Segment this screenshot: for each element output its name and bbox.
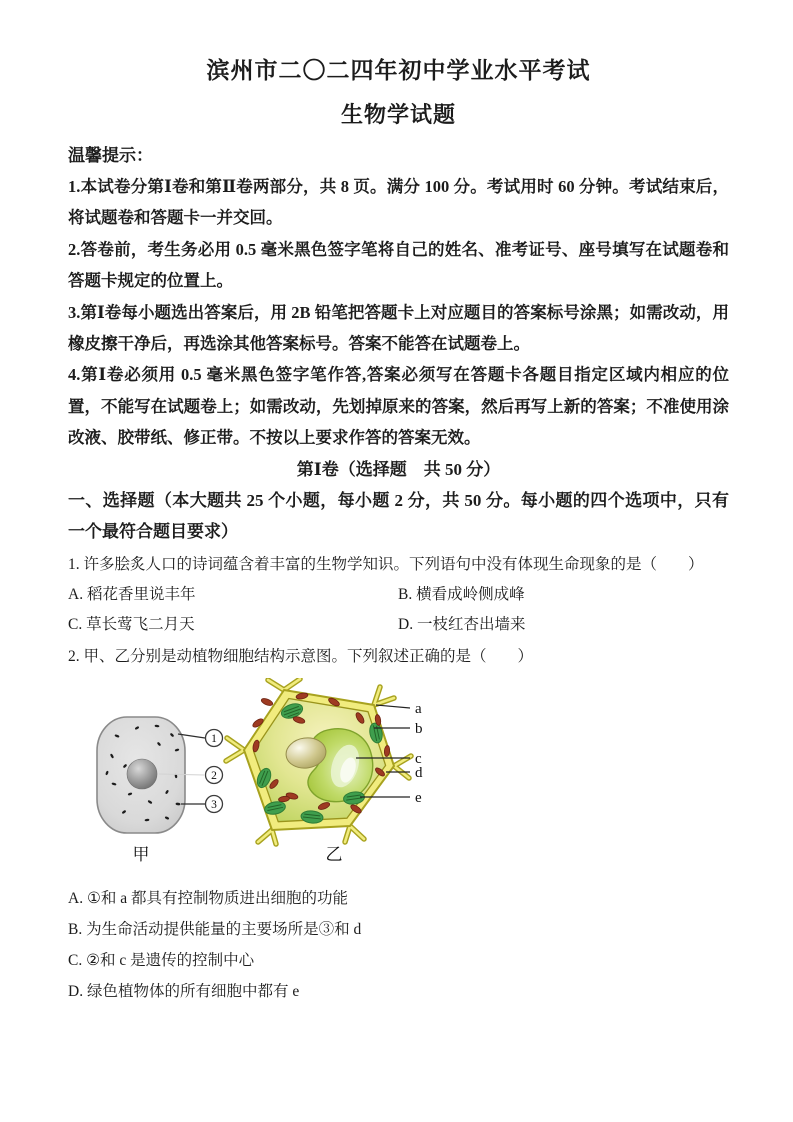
svg-text:1: 1 [211,732,217,745]
question-1-stem: 1. 许多脍炙人口的诗词蕴含着丰富的生物学知识。下列语句中没有体现生命现象的是（ ） [68,555,704,573]
notice-item-3: 3.第Ⅰ卷每小题选出答案后，用 2B 铅笔把答题卡上对应题目的答案标号涂黑；如需改动，用橡皮擦干净后，再选涂其他答案标号。答案不能答在试题卷上。 [68,302,729,354]
circled-label-2 [206,766,223,783]
page-title: 滨州市二〇二四年初中学业水平考试 [206,58,591,83]
q2-option-d: D. 绿色植物体的所有细胞中都有 e [68,982,300,1000]
plant-label-b: b [415,720,423,737]
plant-label-e: e [415,789,422,806]
cell-diagram [62,678,462,873]
plant-label-c: c [415,750,422,767]
circled-label-3 [206,795,223,812]
q1-option-b: B. 横看成岭侧成峰 [398,585,525,603]
q2-option-b: B. 为生命活动提供能量的主要场所是③和 d [68,920,362,938]
notice-item-1: 1.本试卷分第Ⅰ卷和第Ⅱ卷两部分，共 8 页。满分 100 分。考试用时 60 分钟。考试结束后，将试题卷和答题卡一并交回。 [68,177,729,228]
page-subtitle: 生物学试题 [340,102,456,127]
animal-cell-caption: 甲 [132,844,150,864]
q2-option-a: A. ①和 a 都具有控制物质进出细胞的功能 [68,889,348,907]
notice-heading: 温馨提示： [68,146,153,165]
q1-option-c: C. 草长莺飞二月天 [68,615,195,633]
question-2-options [68,883,729,1007]
question-1-options [68,580,729,640]
q2-option-c: C. ②和 c 是遗传的控制中心 [68,951,255,969]
plant-label-a: a [415,700,422,717]
svg-text:2: 2 [211,769,217,782]
circled-label-1 [206,729,223,746]
section-intro: 一、选择题（本大题共 25 个小题，每小题 2 分，共 50 分。每小题的四个选项中，只有一个最符合题目要求） [68,491,729,542]
svg-text:3: 3 [211,798,217,811]
q1-option-a: A. 稻花香里说丰年 [68,585,196,603]
question-2-stem: 2. 甲、乙分别是动植物细胞结构示意图。下列叙述正确的是（ ） [68,647,534,665]
plant-cell [226,679,423,864]
section-title: 第Ⅰ卷（选择题 共 50 分） [296,459,501,479]
animal-nucleus [127,759,157,789]
q1-option-d: D. 一枝红杏出墙来 [398,615,526,633]
animal-cell [97,717,223,864]
notice-item-2: 2.答卷前，考生务必用 0.5 毫米黑色签字笔将自己的姓名、准考证号、座号填写在试题卷和答题卡规定的位置上。 [68,239,729,291]
plant-cell-caption: 乙 [325,844,343,864]
notice-block [68,140,729,454]
plant-label-d: d [415,764,423,781]
notice-item-4: 4.第Ⅰ卷必须用 0.5 毫米黑色签字笔作答,答案必须写在答题卡各题目指定区域内相应的位置，不能写在试题卷上；如需改动，先划掉原来的答案，然后再写上新的答案；不准使用涂改液、胶带纸、修正带。不按以上要求作答的答案无效。 [68,365,729,448]
